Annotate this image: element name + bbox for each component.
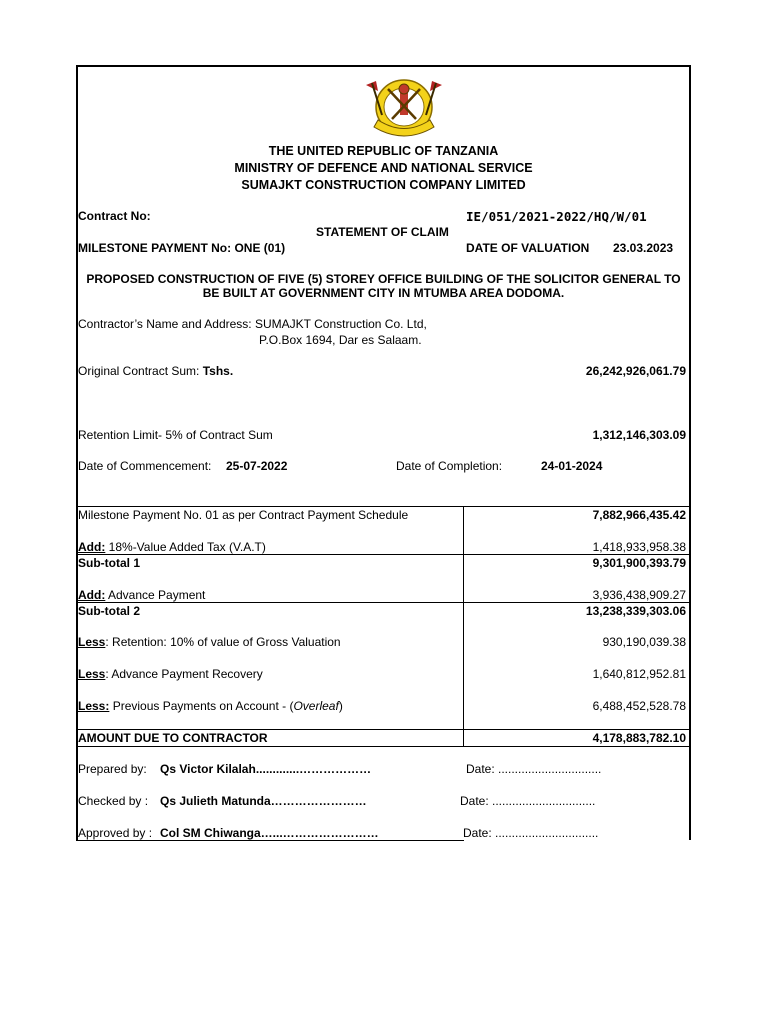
completion-label: Date of Completion: [396,459,503,473]
retention-limit-label: Retention Limit- 5% of Contract Sum [78,428,273,442]
subtotal1-value: 9,301,900,393.79 [592,556,686,570]
approved-date: Date: ............................... [463,826,599,840]
header-company: SUMAJKT CONSTRUCTION COMPANY LIMITED [241,178,526,192]
advance-row [78,588,205,602]
milestone-label: MILESTONE PAYMENT No: ONE (01) [78,241,286,255]
signature-right-rule [690,762,691,840]
advance-value: 3,936,438,909.27 [592,588,686,602]
checked-label: Checked by : [78,794,149,808]
retention-desc: : Retention: 10% of value of Gross Valuation [105,635,341,649]
subtotal2-label: Sub-total 2 [78,604,140,618]
previous-close: ) [338,699,343,713]
project-line-2: BE BUILT AT GOVERNMENT CITY IN MTUMBA AREA DODOMA. [202,286,565,300]
original-sum-value: 26,242,926,061.79 [585,364,686,378]
retention-row [78,635,341,649]
amount-due-label: AMOUNT DUE TO CONTRACTOR [78,731,268,745]
previous-italic: Overleaf [293,699,339,713]
approved-label: Approved by : [78,826,153,840]
recovery-row [78,667,263,681]
previous-row [78,699,343,713]
milestone-value: 7,882,966,435.42 [592,508,686,522]
header-republic: THE UNITED REPUBLIC OF TANZANIA [268,144,499,158]
previous-prefix: Less: [78,699,110,713]
advance-desc: Advance Payment [108,588,206,602]
table-top-rule [76,506,691,507]
project-line-1: PROPOSED CONSTRUCTION OF FIVE (5) STOREY OFFICE BUILDING OF THE SOLICITOR GENERAL TO [86,272,681,286]
table-rule-3 [76,729,691,730]
sumajkt-emblem-icon [358,75,450,139]
vat-value: 1,418,933,958.38 [592,540,686,554]
vat-prefix: Add: [78,540,106,554]
vat-row [78,540,266,554]
subtotal1-label: Sub-total 1 [78,556,140,570]
date-of-valuation-value: 23.03.2023 [613,241,674,255]
table-rule-1 [76,554,691,555]
statement-title: STATEMENT OF CLAIM [316,225,449,239]
checked-name: Qs Julieth Matunda…………………… [160,794,367,808]
retention-value: 930,190,039.38 [602,635,686,649]
date-of-valuation-label: DATE OF VALUATION [466,241,590,255]
prepared-name: Qs Victor Kilalah.............……………… [160,762,372,776]
retention-limit-value: 1,312,146,303.09 [592,428,686,442]
vat-desc: 18%-Value Added Tax (V.A.T) [108,540,266,554]
completion-value: 24-01-2024 [541,459,603,473]
signature-bottom-rule [76,840,464,841]
header-ministry: MINISTRY OF DEFENCE AND NATIONAL SERVICE [234,161,533,175]
milestone-desc: Milestone Payment No. 01 as per Contract Payment Schedule [78,508,409,522]
recovery-value: 1,640,812,952.81 [592,667,686,681]
checked-date: Date: ............................... [460,794,596,808]
table-column-divider [463,506,464,746]
contract-no-value: IE/051/2021-2022/HQ/W/01 [466,209,647,224]
previous-value: 6,488,452,528.78 [592,699,686,713]
original-sum-row [78,364,233,378]
advance-prefix: Add: [78,588,106,602]
contract-no-label: Contract No: [78,209,151,223]
prepared-label: Prepared by: [78,762,147,776]
original-sum-currency: Tshs. [202,364,234,378]
table-bottom-rule [76,746,691,747]
subtotal2-value: 13,238,339,303.06 [585,604,686,618]
recovery-prefix: Less [78,667,106,681]
contractor-name: Contractor’s Name and Address: SUMAJKT Construction Co. Ltd, [78,317,427,331]
previous-desc: Previous Payments on Account - ( [112,699,294,713]
approved-name: Col SM Chiwanga…...…………………… [160,826,379,840]
retention-prefix: Less [78,635,106,649]
original-sum-label: Original Contract Sum: [78,364,200,378]
amount-due-value: 4,178,883,782.10 [592,731,686,745]
commencement-label: Date of Commencement: [78,459,212,473]
contractor-address: P.O.Box 1694, Dar es Salaam. [259,333,422,347]
prepared-date: Date: ............................... [466,762,602,776]
commencement-value: 25-07-2022 [226,459,288,473]
table-rule-2 [76,602,691,603]
recovery-desc: : Advance Payment Recovery [105,667,263,681]
